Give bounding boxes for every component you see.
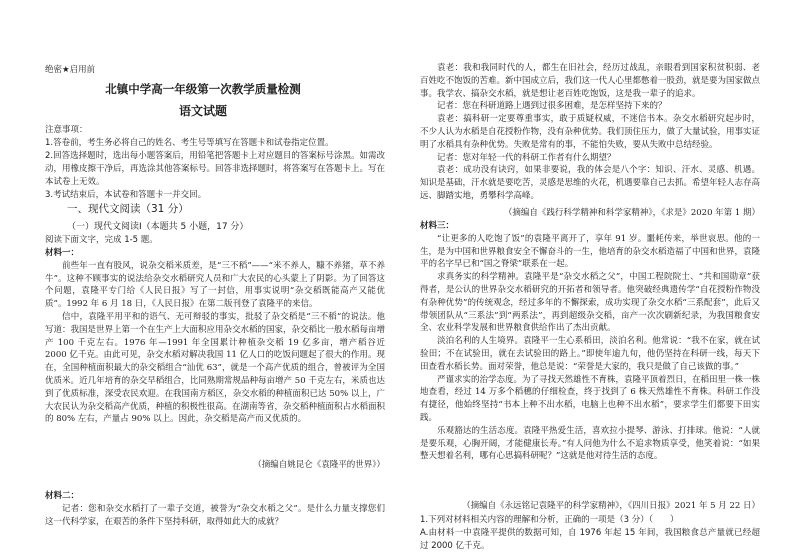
dialogue-turn bbox=[420, 113, 760, 151]
dialogue-text: 我和我同时代的人，都生在旧社会，经历过战乱，亲眼看到国家积贫积弱、老百姓吃不饱饭的苦难。新中国成立后，我们这一代人心里都憋着一股劲，就是要为国家做点事。我学农、搞杂交水稻，就是想让老百姓吃饱饭，这是我一辈子的追求。 bbox=[420, 63, 760, 99]
dialogue-text: 您和杂交水稻打了一辈子交道，被誉为“杂交水稻之父”。是什么力量支撑您们这一代科学家，在艰苦的条件下坚持科研，取得如此大的成就？ bbox=[45, 504, 385, 527]
dialogue-turn bbox=[420, 164, 760, 202]
dialogue-turn bbox=[45, 503, 385, 529]
confidential-mark: 绝密★启用前 bbox=[45, 65, 96, 75]
material-one-source: （摘编自姚昆仑《袁隆平的世界》） bbox=[253, 460, 385, 470]
dialogue-text: 您在科研道路上遇到过很多困难，是怎样坚持下来的？ bbox=[462, 101, 667, 112]
notes-item: 3.考试结束后，本试卷和答题卡一并交回。 bbox=[45, 190, 207, 200]
question-stem: 1.下列对材料相关内容的理解和分析，正确的一项是（3 分）（ ） bbox=[420, 515, 679, 525]
speaker-label: 记者： bbox=[437, 152, 463, 163]
section-subtitle: （一）现代文阅读Ⅰ（本题共 5 小题，17 分） bbox=[67, 222, 249, 232]
dialogue-text: 搞科研一定要尊重事实，敢于质疑权威，不迷信书本。杂交水稻研究起步时，不少人认为水稻是自花授粉作物，没有杂种优势。我们顶住压力，做了大量试验，用事实证明了水稻具有杂种优势。失败是常有的事，不能怕失败，要从失败中总结经验。 bbox=[420, 114, 760, 150]
material-one-paragraph: 信中，袁隆平用平和的语气、无可辩驳的事实，批驳了杂交稻是“三不稻”的说法。他写道：我国是世界上第一个在生产上大面积应用杂交水稻的国家，杂交稻比一般水稻每亩增产 100 千克左右。1976 年—1991 年全国累计种植杂交稻 19 亿多亩，增产稻谷近 2000 亿千克。由此可见，杂交水稻对解决我国 11 亿人口的吃饭问题起了很大的作用。现在，全国种植面积最大的杂交稻组合“汕优 63”，就是一个高产优质的组合，曾被评为全国优质米。近几年培育的杂交早稻组合，比同熟期常规品种每亩增产 50 千克左右，米质也达到了优质标准，深受农民欢迎。在我国南方稻区，杂交水稻的种植面积已达 50% 以上，广大农民认为杂交稻高产优质，种植的积极性很高。在湖南等省，杂交稻种植面积占水稻面积的 80% 左右，产量占 90% 以上。因此，杂交稻是高产而又优质的。 bbox=[45, 311, 385, 425]
speaker-label: 袁老： bbox=[437, 165, 464, 176]
material-three-paragraph: 淡泊名利的人生境界。袁隆平一生心系稻田，淡泊名利。他常说：“我不在家，就在试验田；不在试验田，就在去试验田的路上。”即使年逾九旬，他仍坚持在科研一线，每天下田查看水稻长势。面对荣誉，他总是说：“荣誉是大家的，我只是做了自己该做的事。” bbox=[420, 336, 760, 372]
material-three-paragraph: 严谨求实的治学态度。为了寻找天然雄性不育株，袁隆平顶着烈日，在稻田里一株一株地查看，经过 14 万多个稻穗的仔细检查，终于找到了 6 株天然雄性不育株。科研工作没有捷径，他始终坚持“书本上种不出水稻，电脑上也种不出水稻”，要求学生们都要下田实践。 bbox=[420, 374, 760, 423]
question-option-a: A.由材料一中袁隆平提供的数据可知，自 1976 年起 15 年间，我国粮食总产量就已经超过 2000 亿千克。 bbox=[420, 527, 760, 551]
dialogue-turn bbox=[420, 152, 760, 165]
notes-item: 1.答卷前，考生务必将自己的姓名、考生号等填写在答题卡和试卷指定位置。 bbox=[45, 138, 334, 148]
speaker-label: 记者： bbox=[437, 101, 463, 112]
speaker-label: 袁老： bbox=[437, 114, 464, 125]
material-one-paragraph: 前些年一直有股风，说杂交稻米质差，是“三不稻”——“米不养人，糠不养猪，草不养牛”。这种不顾事实的说法给杂交水稻研究人员和广大农民的心头蒙上了阴影。为了回答这个问题，袁隆平专门给《人民日报》写了一封信，用事实说明“杂交稻既能高产又能优质”。1992 年 6 月 18 日，《人民日报》在第二版刊登了袁隆平的来信。 bbox=[45, 260, 385, 310]
material-two-label: 材料二： bbox=[45, 491, 80, 501]
exam-title: 北镇中学高一年级第一次教学质量检测 bbox=[105, 82, 301, 96]
dialogue-turn bbox=[420, 62, 760, 100]
material-three-paragraph: 乐观豁达的生活态度。袁隆平热爱生活，喜欢拉小提琴、游泳、打排球。他说：“人就是要乐观，心胸开阔，才能健康长寿。”有人问他为什么不追求物质享受，他笑着说：“如果整天想着名利，哪有心思搞科研呢？”这就是他对待生活的态度。 bbox=[420, 425, 760, 462]
notes-item: 2.回答选择题时，选出每小题答案后，用铅笔把答题卡上对应题目的答案标号涂黑。如需改动，用橡皮擦干净后，再选涂其他答案标号。回答非选择题时，将答案写在答题卡上。写在本试卷上无效。 bbox=[45, 151, 386, 187]
material-three-source: （摘编自《永远铭记袁隆平的科学家精神》，《四川日报》2021 年 5 月 22 日） bbox=[462, 501, 760, 511]
dialogue-text: 成功没有诀窍，如果非要说，我的体会是八个字：知识、汗水、灵感、机遇。知识是基础，汗水就是要吃苦，灵感是思维的火花，机遇要靠自己去抓。希望年轻人志存高远、脚踏实地，勇攀科学高峰。 bbox=[420, 165, 760, 201]
material-three-label: 材料三： bbox=[420, 221, 455, 231]
exam-notes bbox=[45, 124, 385, 202]
section-title: 一、现代文阅读（31 分） bbox=[67, 203, 189, 215]
dialogue-text: 您对年轻一代的科研工作者有什么期望？ bbox=[462, 152, 616, 163]
material-three bbox=[420, 220, 760, 499]
material-three-paragraph: 求真务实的科学精神。袁隆平是“杂交水稻之父”，中国工程院院士、“共和国勋章”获得者，是公认的世界杂交水稻研究的开拓者和领导者。他突破经典遗传学“自花授粉作物没有杂种优势”的传统观念，经过多年的不懈探索，成功实现了杂交水稻“三系配套”，此后又带领团队从“三系法”到“两系法”，再到超级杂交稻，亩产一次次刷新纪录，为我国粮食安全、农业科学发展和世界粮食供给作出了杰出贡献。 bbox=[420, 272, 760, 334]
material-two-source: （摘编自《践行科学精神和科学家精神》，《求是》2020 年第 1 期） bbox=[503, 208, 760, 218]
material-one-label: 材料一： bbox=[45, 248, 80, 258]
dialogue-turn bbox=[420, 100, 760, 113]
material-two-dialogue bbox=[420, 62, 760, 207]
material-three-paragraph: “让更多的人吃饱了饭”的袁隆平离开了，享年 91 岁。噩耗传来，举世哀思。他的一生，是为中国和世界粮食安全不懈奋斗的一生，他培育的杂交水稻造福了中国和世界，袁隆平的名字早已和“国之脊梁”联系在一起。 bbox=[420, 233, 760, 270]
material-two-intro bbox=[45, 503, 385, 531]
reading-instruction: 阅读下面文字，完成 1-5 题。 bbox=[45, 235, 158, 245]
speaker-label: 记者： bbox=[62, 504, 89, 514]
material-one bbox=[45, 247, 385, 455]
subject-title: 语文试题 bbox=[178, 104, 227, 118]
notes-heading: 注意事项： bbox=[45, 125, 88, 135]
question-one bbox=[420, 514, 760, 558]
speaker-label: 袁老： bbox=[437, 63, 464, 73]
